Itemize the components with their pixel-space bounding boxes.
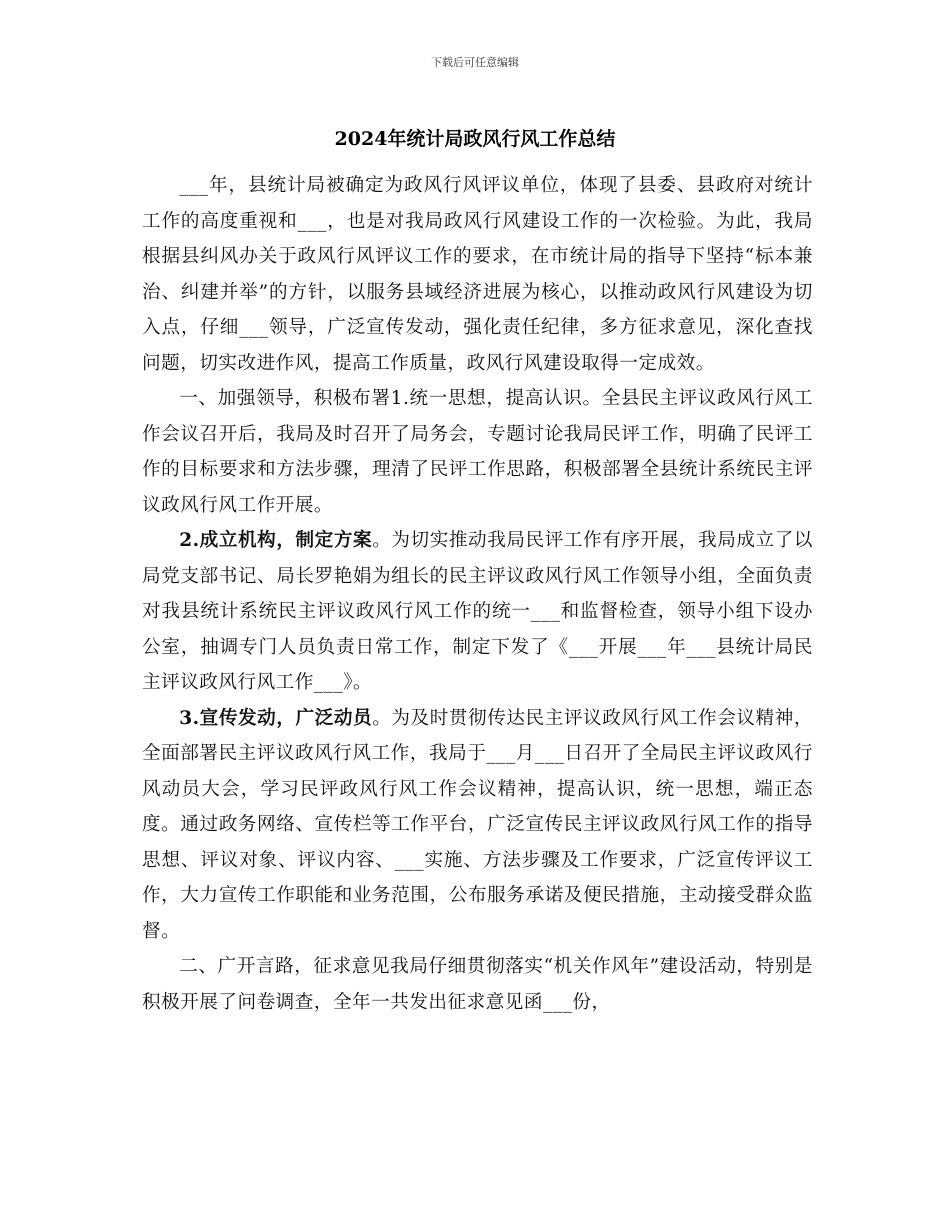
paragraph-section-2 bbox=[142, 523, 813, 701]
paragraph-heading: 2.成立机构，制定方案 bbox=[179, 530, 373, 551]
paragraph-text: 。为及时贯彻传达民主评议政风行风工作会议精神，全面部署民主评议政风行风工作，我局于___月___日召开了全局民主评议政风行风动员大会，学习民评政风行风工作会议精神，提高认识，统一思想，端正态度。通过政务网络、宣传栏等工作平台，广泛宣传民主评议政风行风工作的指导思想、评议对象、评议内容、___实施、方法步骤及工作要求，广泛宣传评议工作，大力宣传工作职能和业务范围，公布服务承诺及便民措施，主动接受群众监督。 bbox=[142, 707, 813, 942]
paragraph-section-3 bbox=[142, 701, 813, 950]
paragraph-heading: 3.宣传发动，广泛动员 bbox=[179, 707, 373, 729]
paragraph-section-4: 二、广开言路，征求意见我局仔细贯彻落实“机关作风年”建设活动，特别是积极开展了问卷调查，全年一共发出征求意见函___份， bbox=[142, 956, 813, 1013]
paragraph-intro: ___年，县统计局被确定为政风行风评议单位，体现了县委、县政府对统计工作的高度重视和___，也是对我局政风行风建设工作的一次检验。为此，我局根据县纠风办关于政风行风评议工作的要求，在市统计局的指导下坚持“标本兼治、纠建并举”的方针，以服务县域经济进展为核心，以推动政风行风建设为切入点，仔细___领导，广泛宣传发动，强化责任纪律，多方征求意见，深化查找问题，切实改进作风，提高工作质量，政风行风建设取得一定成效。 bbox=[142, 175, 813, 374]
paragraph-text: 。为切实推动我局民评工作有序开展，我局成立了以局党支部书记、局长罗艳娟为组长的民主评议政风行风工作领导小组，全面负责对我县统计系统民主评议政风行风工作的统一___和监督检查，领导小组下设办公室，抽调专门人员负责日常工作，制定下发了《___开展___年___县统计局民主评议政风行风工作___》。 bbox=[142, 530, 813, 693]
paragraph-section-1: 一、加强领导，积极布署1.统一思想，提高认识。全县民主评议政风行风工作会议召开后，我局及时召开了局务会，专题讨论我局民评工作，明确了民评工作的目标要求和方法步骤，理清了民评工作思路，积极部署全县统计系统民主评议政风行风工作开展。 bbox=[142, 388, 813, 516]
document-body bbox=[142, 168, 813, 1020]
page-header-note: 下载后可任意编辑 bbox=[431, 56, 519, 69]
document-title: 2024年统计局政风行风工作总结 bbox=[334, 128, 616, 150]
